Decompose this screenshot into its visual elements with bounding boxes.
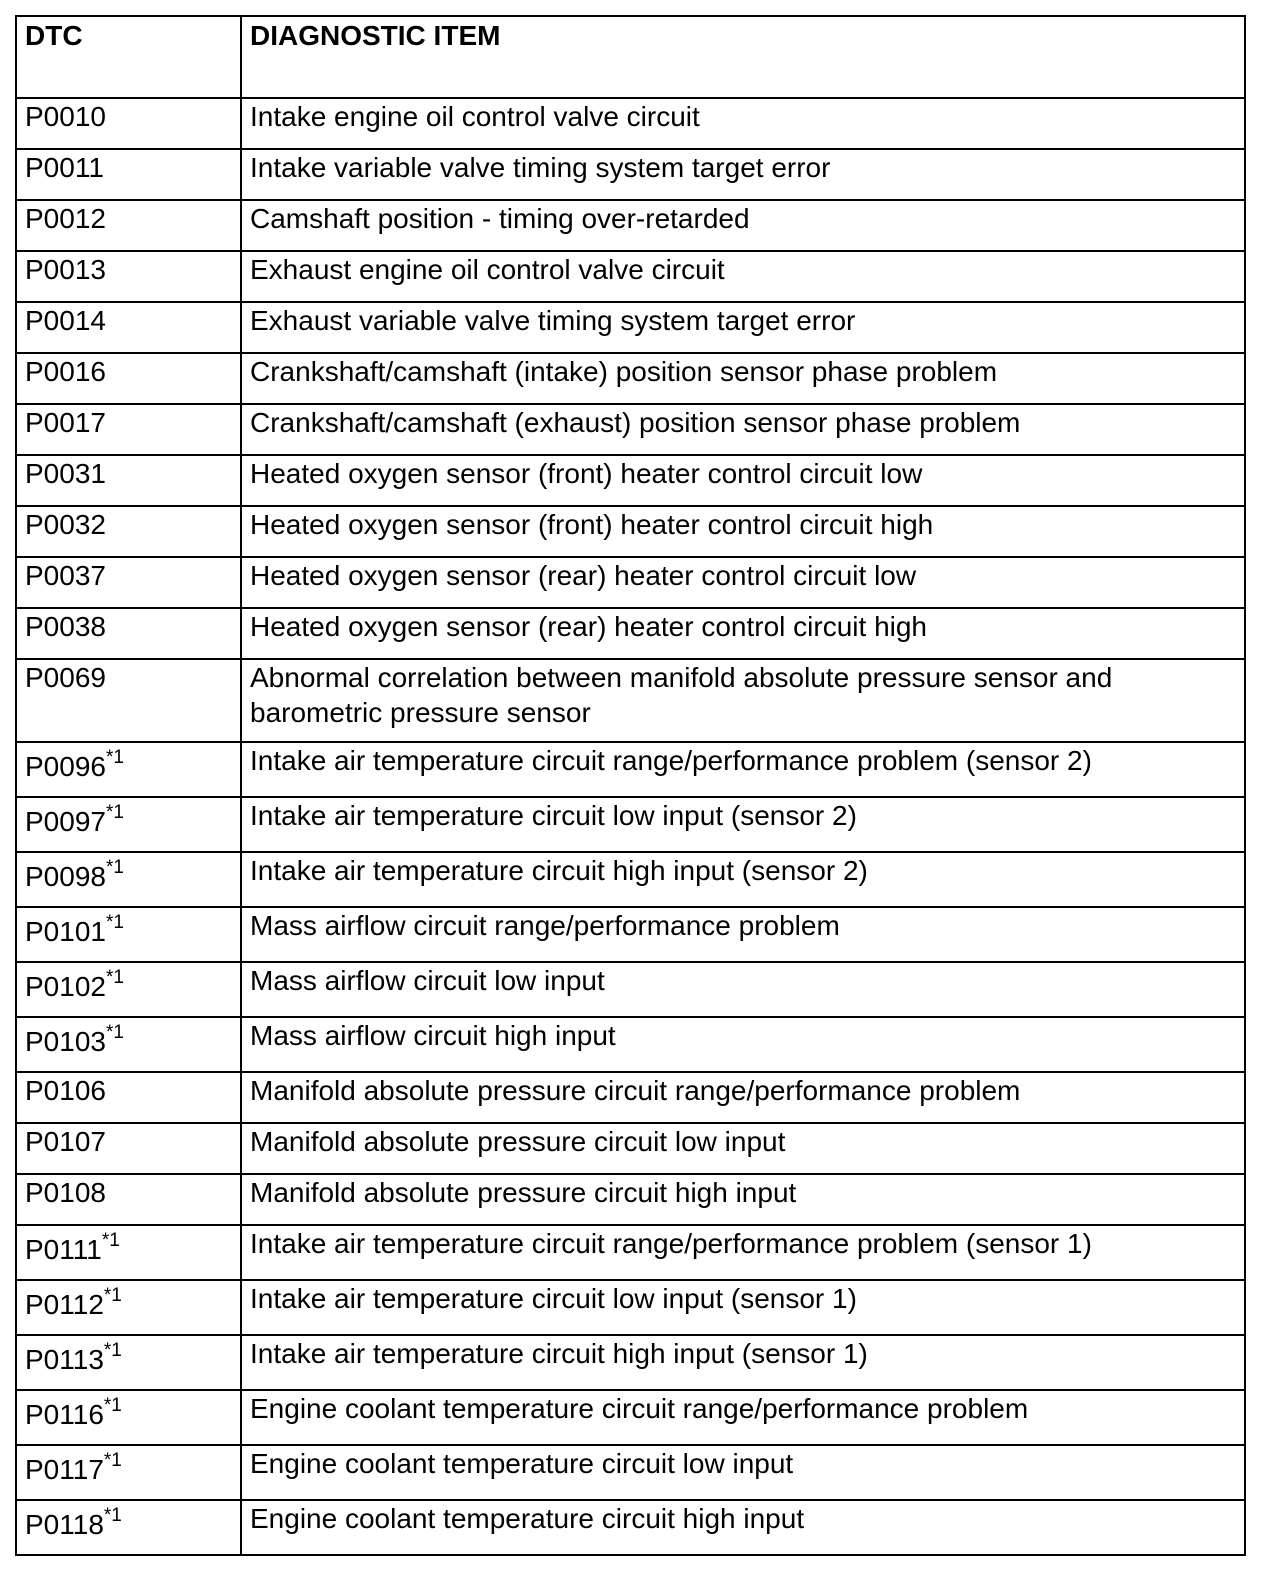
table-row: [16, 1017, 1245, 1072]
dtc-code: P0038: [25, 611, 106, 642]
dtc-code-cell: [16, 852, 241, 907]
table-row: [16, 797, 1245, 852]
table-row: [16, 1072, 1245, 1123]
table-row: [16, 506, 1245, 557]
table-row: [16, 608, 1245, 659]
dtc-code-cell: [16, 1174, 241, 1225]
diagnostic-item-cell: Heated oxygen sensor (rear) heater control circuit low: [241, 557, 1245, 608]
diagnostic-item-cell: Engine coolant temperature circuit high input: [241, 1500, 1245, 1555]
dtc-code: P0103: [25, 1026, 106, 1057]
dtc-code: P0010: [25, 101, 106, 132]
table-row: [16, 1174, 1245, 1225]
dtc-code: P0113: [25, 1344, 104, 1375]
table-row: [16, 1280, 1245, 1335]
dtc-code: P0032: [25, 509, 106, 540]
dtc-code: P0017: [25, 407, 106, 438]
dtc-code-cell: [16, 1280, 241, 1335]
dtc-code: P0116: [25, 1399, 104, 1430]
dtc-code-cell: [16, 659, 241, 742]
dtc-code-cell: [16, 1500, 241, 1555]
table-row: [16, 455, 1245, 506]
diagnostic-item-cell: Intake air temperature circuit range/performance problem (sensor 2): [241, 742, 1245, 797]
diagnostic-item-cell: Engine coolant temperature circuit range/performance problem: [241, 1390, 1245, 1445]
dtc-footnote-marker: *1: [105, 856, 124, 878]
dtc-footnote-marker: *1: [103, 1394, 122, 1416]
dtc-footnote-marker: *1: [103, 1504, 122, 1526]
dtc-code-cell: [16, 1017, 241, 1072]
dtc-code-cell: [16, 907, 241, 962]
dtc-footnote-marker: *1: [105, 911, 124, 933]
dtc-code-cell: [16, 742, 241, 797]
dtc-code: P0102: [25, 971, 106, 1002]
diagnostic-item-cell: Abnormal correlation between manifold absolute pressure sensor and barometric pressure sensor: [241, 659, 1245, 742]
table-row: [16, 404, 1245, 455]
dtc-footnote-marker: *1: [105, 1021, 124, 1043]
dtc-code: P0031: [25, 458, 106, 489]
dtc-footnote-marker: *1: [103, 1339, 122, 1361]
table-row: [16, 251, 1245, 302]
dtc-code: P0097: [25, 806, 106, 837]
diagnostic-item-cell: Exhaust engine oil control valve circuit: [241, 251, 1245, 302]
table-row: [16, 1390, 1245, 1445]
dtc-code-cell: [16, 1072, 241, 1123]
diagnostic-item-cell: Intake engine oil control valve circuit: [241, 98, 1245, 149]
dtc-code-cell: [16, 455, 241, 506]
table-row: [16, 1123, 1245, 1174]
dtc-code-cell: [16, 149, 241, 200]
table-row: [16, 742, 1245, 797]
dtc-code-cell: [16, 608, 241, 659]
diagnostic-item-cell: Engine coolant temperature circuit low input: [241, 1445, 1245, 1500]
diagnostic-item-cell: Crankshaft/camshaft (intake) position sensor phase problem: [241, 353, 1245, 404]
diagnostic-item-cell: Intake air temperature circuit low input (sensor 2): [241, 797, 1245, 852]
dtc-code-cell: [16, 200, 241, 251]
table-row: [16, 557, 1245, 608]
diagnostic-item-cell: Intake air temperature circuit high input (sensor 2): [241, 852, 1245, 907]
table-row: [16, 1445, 1245, 1500]
dtc-code-cell: [16, 1335, 241, 1390]
table-row: [16, 200, 1245, 251]
dtc-code: P0013: [25, 254, 106, 285]
dtc-code-cell: [16, 353, 241, 404]
diagnostic-item-cell: Intake air temperature circuit low input (sensor 1): [241, 1280, 1245, 1335]
dtc-code: P0118: [25, 1509, 104, 1540]
dtc-footnote-marker: *1: [103, 1449, 122, 1471]
table-row: [16, 302, 1245, 353]
dtc-code-cell: [16, 962, 241, 1017]
dtc-footnote-marker: *1: [105, 966, 124, 988]
dtc-code: P0069: [25, 662, 106, 693]
dtc-code: P0117: [25, 1454, 104, 1485]
dtc-code: P0016: [25, 356, 106, 387]
diagnostic-item-cell: Mass airflow circuit low input: [241, 962, 1245, 1017]
diagnostic-item-cell: Intake air temperature circuit high input (sensor 1): [241, 1335, 1245, 1390]
dtc-code-cell: [16, 506, 241, 557]
diagnostic-item-cell: Exhaust variable valve timing system target error: [241, 302, 1245, 353]
table-row: [16, 659, 1245, 742]
table-row: [16, 1335, 1245, 1390]
dtc-code-cell: [16, 404, 241, 455]
dtc-table: [15, 15, 1246, 1556]
dtc-code-cell: [16, 1225, 241, 1280]
dtc-code: P0106: [25, 1075, 106, 1106]
dtc-code-cell: [16, 251, 241, 302]
diagnostic-item-cell: Heated oxygen sensor (rear) heater control circuit high: [241, 608, 1245, 659]
table-row: [16, 907, 1245, 962]
dtc-code-cell: [16, 98, 241, 149]
diagnostic-item-cell: Manifold absolute pressure circuit high input: [241, 1174, 1245, 1225]
table-row: [16, 149, 1245, 200]
table-row: [16, 1225, 1245, 1280]
table-row: [16, 1500, 1245, 1555]
table-row: [16, 98, 1245, 149]
dtc-footnote-marker: *1: [103, 1284, 122, 1306]
dtc-code-cell: [16, 797, 241, 852]
table-header-row: [16, 16, 1245, 98]
header-dtc: DTC: [16, 16, 241, 98]
dtc-code: P0098: [25, 861, 106, 892]
dtc-code-cell: [16, 1123, 241, 1174]
diagnostic-item-cell: Mass airflow circuit high input: [241, 1017, 1245, 1072]
diagnostic-item-cell: Heated oxygen sensor (front) heater control circuit high: [241, 506, 1245, 557]
diagnostic-item-cell: Mass airflow circuit range/performance problem: [241, 907, 1245, 962]
dtc-code-cell: [16, 1445, 241, 1500]
dtc-code: P0111: [25, 1234, 102, 1265]
dtc-code: P0107: [25, 1126, 106, 1157]
diagnostic-item-cell: Manifold absolute pressure circuit range/performance problem: [241, 1072, 1245, 1123]
dtc-code: P0012: [25, 203, 106, 234]
dtc-footnote-marker: *1: [105, 746, 124, 768]
diagnostic-item-cell: Camshaft position - timing over-retarded: [241, 200, 1245, 251]
diagnostic-item-cell: Intake air temperature circuit range/performance problem (sensor 1): [241, 1225, 1245, 1280]
table-row: [16, 353, 1245, 404]
dtc-code-cell: [16, 1390, 241, 1445]
diagnostic-item-cell: Intake variable valve timing system target error: [241, 149, 1245, 200]
table-row: [16, 852, 1245, 907]
dtc-footnote-marker: *1: [105, 801, 124, 823]
diagnostic-item-cell: Crankshaft/camshaft (exhaust) position sensor phase problem: [241, 404, 1245, 455]
dtc-code: P0096: [25, 751, 106, 782]
dtc-code: P0011: [25, 152, 104, 183]
dtc-code: P0014: [25, 305, 106, 336]
dtc-code: P0037: [25, 560, 106, 591]
dtc-table-body: [16, 16, 1245, 1555]
dtc-code: P0101: [25, 916, 106, 947]
diagnostic-item-cell: Heated oxygen sensor (front) heater control circuit low: [241, 455, 1245, 506]
table-row: [16, 962, 1245, 1017]
dtc-code-cell: [16, 557, 241, 608]
diagnostic-item-cell: Manifold absolute pressure circuit low input: [241, 1123, 1245, 1174]
dtc-code: P0108: [25, 1177, 106, 1208]
dtc-footnote-marker: *1: [101, 1229, 120, 1251]
dtc-code-cell: [16, 302, 241, 353]
header-diagnostic-item: DIAGNOSTIC ITEM: [241, 16, 1245, 98]
dtc-code: P0112: [25, 1289, 104, 1320]
